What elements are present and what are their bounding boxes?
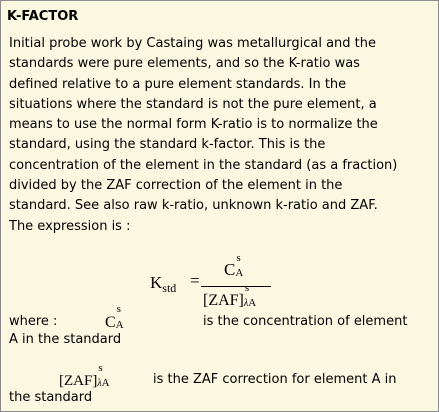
numerator-symbol: C <box>224 260 236 279</box>
term2-superscript: s <box>98 362 103 374</box>
paragraph-line: standard, using the standard k-factor. This is the <box>9 137 326 153</box>
paragraph-line: defined relative to a pure element standards. In the <box>9 76 347 92</box>
numerator-superscript: s <box>236 252 241 264</box>
kstd-formula <box>150 252 290 319</box>
lhs-subscript: std <box>162 281 177 295</box>
fraction-bar <box>201 286 271 287</box>
paragraph-line: The expression is : <box>9 218 131 234</box>
denominator-superscript: s <box>244 282 250 294</box>
paragraph-line: standard. See also raw k-ratio, unknown k-ratio and ZAF. <box>9 198 378 214</box>
paragraph-line: standards were pure elements, and so the K-ratio was <box>9 56 360 72</box>
paragraph-line: concentration of the element in the standard (as a fraction) <box>9 157 398 173</box>
paragraph-line: Initial probe work by Castaing was metallurgical and the <box>9 36 376 51</box>
formula-numerator <box>224 252 247 280</box>
lhs-symbol: K <box>150 273 163 292</box>
term2-subscript: A <box>101 377 110 389</box>
denominator-symbol: [ZAF] <box>203 292 244 309</box>
term1-superscript: s <box>116 303 121 315</box>
numerator-subscript: A <box>235 267 244 279</box>
term1-description-continued: A in the standard <box>9 332 122 347</box>
paragraph-line: situations where the standard is not the pure element, a <box>9 96 377 112</box>
term1-subscript: A <box>115 319 124 331</box>
term2-description-continued: the standard <box>9 390 93 405</box>
formula-lhs <box>150 273 176 296</box>
term1-symbol-group <box>105 303 128 332</box>
description-paragraph <box>9 34 419 237</box>
term2-symbol: [ZAF] <box>59 373 98 389</box>
term1-symbol: C <box>105 314 116 331</box>
term1-description: is the concentration of element <box>203 314 408 329</box>
term2-symbol-group <box>59 362 110 390</box>
denominator-subscript-greek: λ <box>243 298 249 309</box>
paragraph-line: divided by the ZAF correction of the element in the <box>9 178 343 194</box>
page-title: K-FACTOR <box>7 9 79 24</box>
denominator-subscript: A <box>248 297 257 309</box>
equals-sign: = <box>190 271 200 290</box>
term2-subscript-greek: λ <box>97 378 102 389</box>
paragraph-line: means to use the normal form K-ratio is to normalize the <box>9 117 378 133</box>
where-label: where : <box>9 314 58 329</box>
term2-description: is the ZAF correction for element A in <box>153 372 397 387</box>
formula-denominator <box>203 282 257 310</box>
